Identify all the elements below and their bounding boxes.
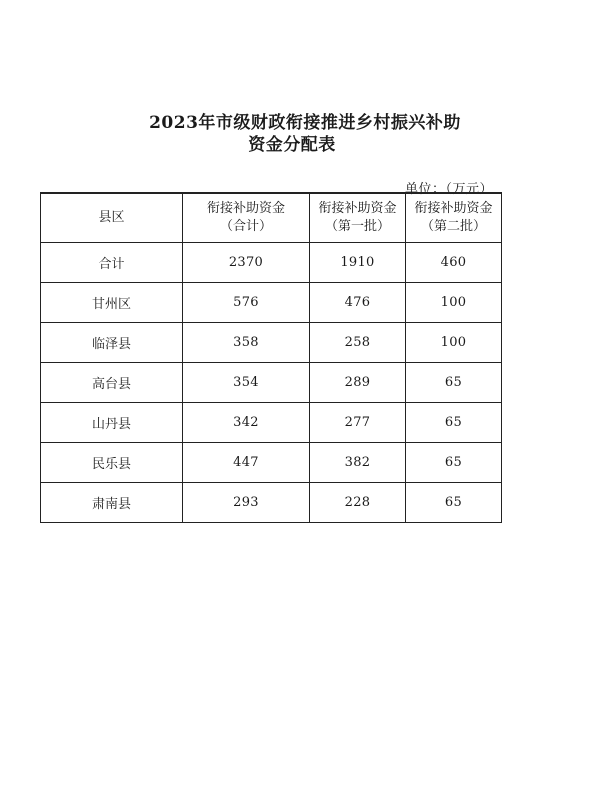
cell-county: 甘州区: [41, 283, 183, 323]
cell-batch1: 289: [310, 363, 406, 403]
header-batch1: [310, 193, 406, 243]
table-row: [41, 243, 502, 283]
table-row: [41, 323, 502, 363]
cell-batch1: 476: [310, 283, 406, 323]
cell-total: 2370: [183, 243, 310, 283]
cell-batch2: 65: [406, 483, 502, 523]
table-header-row: [41, 193, 502, 243]
allocation-table: [40, 192, 502, 523]
header-batch2-label: 衔接补助资金: [414, 201, 493, 216]
header-batch1-label: 衔接补助资金: [318, 201, 397, 216]
header-county: [41, 193, 183, 243]
header-total: [183, 193, 310, 243]
cell-total: 358: [183, 323, 310, 363]
cell-county: 民乐县: [41, 443, 183, 483]
cell-batch2: 65: [406, 443, 502, 483]
header-batch1-sub: （第一批）: [324, 219, 390, 234]
cell-county: 临泽县: [41, 323, 183, 363]
cell-county: 合计: [41, 243, 183, 283]
header-county-label: 县区: [98, 210, 125, 225]
cell-county: 高台县: [41, 363, 183, 403]
header-batch2: [406, 193, 502, 243]
cell-batch1: 277: [310, 403, 406, 443]
page-title: [0, 112, 600, 156]
cell-batch1: 382: [310, 443, 406, 483]
table-row: [41, 283, 502, 323]
cell-batch2: 65: [406, 363, 502, 403]
table-row: [41, 443, 502, 483]
cell-batch1: 258: [310, 323, 406, 363]
header-total-sub: （合计）: [219, 219, 272, 234]
cell-batch1: 228: [310, 483, 406, 523]
header-batch2-sub: （第二批）: [420, 219, 486, 234]
table-row: [41, 363, 502, 403]
cell-total: 447: [183, 443, 310, 483]
title-line-1: 2023年市级财政衔接推进乡村振兴补助: [149, 113, 461, 133]
cell-county: 肃南县: [41, 483, 183, 523]
cell-county: 山丹县: [41, 403, 183, 443]
cell-batch2: 100: [406, 283, 502, 323]
title-line-2: 资金分配表: [248, 135, 336, 155]
cell-total: 342: [183, 403, 310, 443]
cell-batch2: 100: [406, 323, 502, 363]
cell-total: 293: [183, 483, 310, 523]
table-row: [41, 403, 502, 443]
table-row: [41, 483, 502, 523]
cell-batch2: 460: [406, 243, 502, 283]
cell-batch2: 65: [406, 403, 502, 443]
cell-batch1: 1910: [310, 243, 406, 283]
cell-total: 576: [183, 283, 310, 323]
header-total-label: 衔接补助资金: [206, 201, 285, 216]
cell-total: 354: [183, 363, 310, 403]
unit-label: 单位：（万元）: [405, 182, 494, 197]
